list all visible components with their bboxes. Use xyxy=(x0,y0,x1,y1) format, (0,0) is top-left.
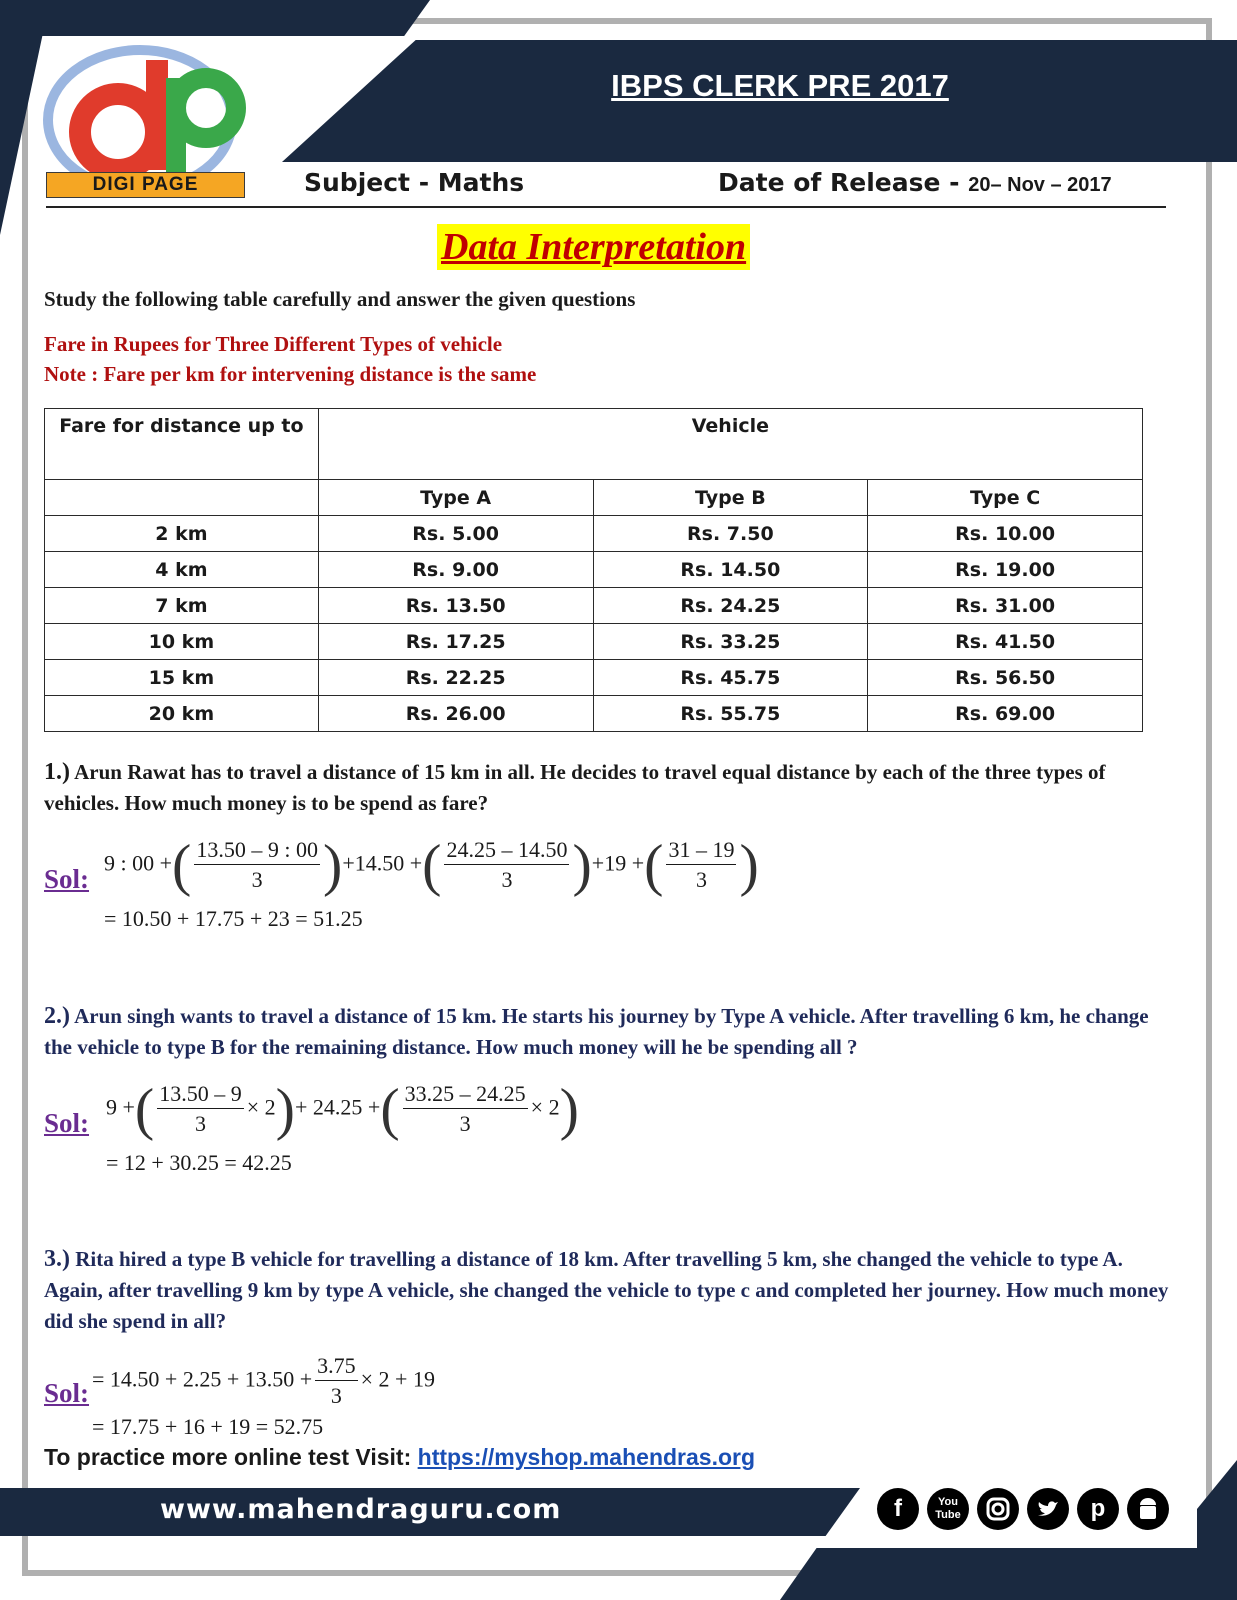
table-cell: Rs. 26.00 xyxy=(318,696,593,732)
table-cell: Rs. 45.75 xyxy=(593,660,868,696)
table-caption: Fare in Rupees for Three Different Types of vehicle xyxy=(44,332,503,356)
fare-table xyxy=(44,408,1143,732)
table-row xyxy=(45,552,1143,588)
fraction: $\frac{13.50 - 9}{3}$ xyxy=(159,1081,242,1136)
footer-website[interactable]: www.mahendraguru.com xyxy=(160,1494,562,1525)
table-cell: Rs. 56.50 xyxy=(868,660,1143,696)
table-cell: Rs. 13.50 xyxy=(318,588,593,624)
table-cell: Rs. 41.50 xyxy=(868,624,1143,660)
release-label: Date of Release - xyxy=(718,168,969,197)
logo-text: DIGI PAGE xyxy=(46,172,245,198)
solution-1-expression: 9 : 00 +( $\frac{13.50 - 9 : 00}{3}$ )+14.50 +( $\frac{24.25 - 14.50}{3}$ )+19 +( $\frac{31 - 19}{3}$ ) xyxy=(104,832,759,898)
document-title: Data Interpretation xyxy=(437,224,750,270)
release-date: 20– Nov – 2017 xyxy=(968,174,1112,196)
table-cell: Rs. 7.50 xyxy=(593,516,868,552)
fraction: $\frac{13.50 - 9 : 00}{3}$ xyxy=(196,837,318,892)
solution-label: Sol: xyxy=(44,864,90,894)
table-cell: Rs. 69.00 xyxy=(868,696,1143,732)
youtube-icon[interactable]: You Tube xyxy=(927,1488,969,1530)
question-number: 1.) xyxy=(44,759,70,785)
table-cell: 7 km xyxy=(45,588,319,624)
solution-label: Sol: xyxy=(44,1378,90,1408)
solution-1-result: = 10.50 + 17.75 + 23 = 51.25 xyxy=(104,906,363,931)
question-text: Rita hired a type B vehicle for travelling a distance of 18 km. After travelling 5 km, she changed the vehicle to type A. Again, after travelling 9 km by type A vehicle, she changed the vehicle to type c and completed her journey. How much money did she spend in all? xyxy=(44,1247,1169,1333)
table-cell: 4 km xyxy=(45,552,319,588)
table-type-row xyxy=(45,480,1143,516)
corner-decoration-top xyxy=(0,0,430,36)
math-term: +19 + xyxy=(591,850,645,876)
vehicle-header: Vehicle xyxy=(318,409,1142,480)
math-term: 9 : 00 + xyxy=(104,850,173,876)
table-cell: 15 km xyxy=(45,660,319,696)
table-cell: 10 km xyxy=(45,624,319,660)
header-divider xyxy=(46,206,1166,208)
fraction: $\frac{3.75}{3}$ xyxy=(317,1353,356,1408)
release-info xyxy=(718,168,1112,197)
table-cell: Rs. 10.00 xyxy=(868,516,1143,552)
solution-3-result: = 17.75 + 16 + 19 = 52.75 xyxy=(92,1414,324,1439)
table-cell: Rs. 55.75 xyxy=(593,696,868,732)
question-number: 2.) xyxy=(44,1003,70,1029)
table-cell: Rs. 33.25 xyxy=(593,624,868,660)
type-header: Type A xyxy=(318,480,593,516)
solution-2-expression: 9 +( $\frac{13.50 - 9}{3}$ × 2)+ 24.25 +( $\frac{33.25 - 24.25}{3}$ × 2) xyxy=(106,1076,579,1142)
question-2 xyxy=(44,1001,1174,1063)
table-row xyxy=(45,588,1143,624)
exam-title: IBPS CLERK PRE 2017 xyxy=(611,68,949,103)
android-icon[interactable] xyxy=(1127,1488,1169,1530)
solution-3-expression xyxy=(92,1352,435,1411)
facebook-icon[interactable]: f xyxy=(877,1488,919,1530)
bottom-decoration xyxy=(780,1548,1237,1600)
practice-line xyxy=(44,1444,755,1471)
table-cell: Rs. 19.00 xyxy=(868,552,1143,588)
twitter-icon[interactable] xyxy=(1027,1488,1069,1530)
table-row xyxy=(45,516,1143,552)
fraction: $\frac{33.25 - 24.25}{3}$ xyxy=(404,1081,526,1136)
question-3 xyxy=(44,1244,1174,1337)
pinterest-icon[interactable]: p xyxy=(1077,1488,1119,1530)
question-number: 3.) xyxy=(44,1246,70,1272)
math-term: +14.50 + xyxy=(342,850,423,876)
type-header: Type B xyxy=(593,480,868,516)
table-cell: Rs. 14.50 xyxy=(593,552,868,588)
question-1 xyxy=(44,757,1174,819)
question-text: Arun Rawat has to travel a distance of 15 km in all. He decides to travel equal distance by each of the three types of vehicles. How much money is to be spend as fare? xyxy=(44,760,1106,815)
table-cell: Rs. 5.00 xyxy=(318,516,593,552)
table-row xyxy=(45,696,1143,732)
math-term: 9 + xyxy=(106,1094,135,1120)
fraction: $\frac{24.25 - 14.50}{3}$ xyxy=(446,837,568,892)
table-row xyxy=(45,660,1143,696)
table-header-row xyxy=(45,409,1143,480)
solution-2-result: = 12 + 30.25 = 42.25 xyxy=(106,1150,292,1175)
table-note: Note : Fare per km for intervening distance is the same xyxy=(44,362,537,386)
table-cell: Rs. 24.25 xyxy=(593,588,868,624)
empty-cell xyxy=(45,480,319,516)
math-term: = 14.50 + 2.25 + 13.50 + xyxy=(92,1366,313,1392)
distance-header: Fare for distance up to xyxy=(45,409,319,480)
table-row xyxy=(45,624,1143,660)
instagram-icon[interactable] xyxy=(977,1488,1019,1530)
fraction: $\frac{31 - 19}{3}$ xyxy=(668,837,735,892)
math-term: + 24.25 + xyxy=(295,1094,381,1120)
table-cell: 20 km xyxy=(45,696,319,732)
table-cell: Rs. 17.25 xyxy=(318,624,593,660)
instruction-text: Study the following table carefully and answer the given questions xyxy=(44,287,636,311)
type-header: Type C xyxy=(868,480,1143,516)
math-term: × 2 xyxy=(246,1094,276,1120)
question-text: Arun singh wants to travel a distance of 15 km. He starts his journey by Type A vehicle. After travelling 6 km, he change the vehicle to type B for the remaining distance. How much money will he be spending all ? xyxy=(44,1004,1149,1059)
math-term: × 2 xyxy=(530,1094,560,1120)
table-cell: Rs. 22.25 xyxy=(318,660,593,696)
subject-label: Subject - Maths xyxy=(304,168,525,197)
practice-label: To practice more online test Visit: xyxy=(44,1444,418,1470)
table-cell: Rs. 31.00 xyxy=(868,588,1143,624)
table-cell: Rs. 9.00 xyxy=(318,552,593,588)
solution-label: Sol: xyxy=(44,1108,90,1138)
practice-link[interactable]: https://myshop.mahendras.org xyxy=(417,1444,756,1470)
table-cell: 2 km xyxy=(45,516,319,552)
math-term: × 2 + 19 xyxy=(360,1366,435,1392)
